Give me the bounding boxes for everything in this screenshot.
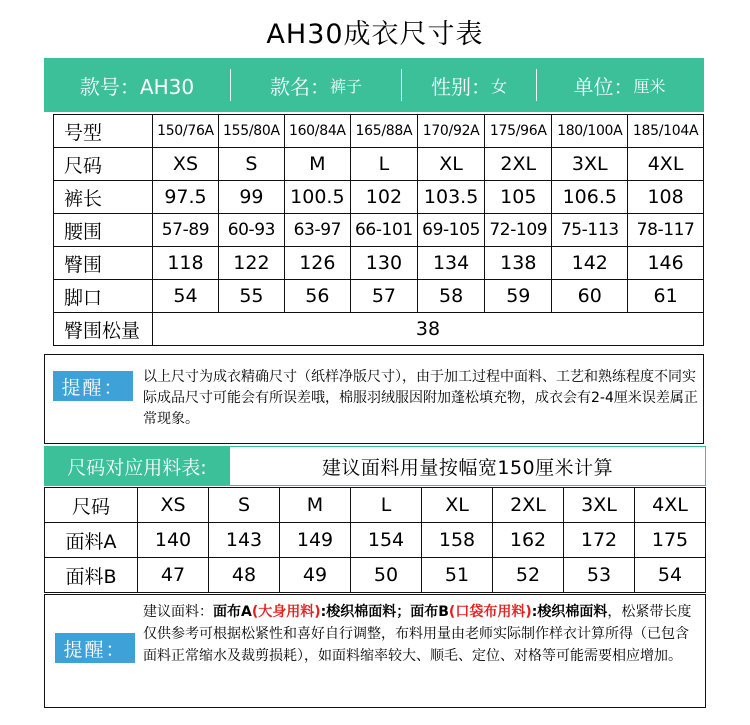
style-number: 款号：AH30 bbox=[79, 74, 195, 99]
table-cell: 175 bbox=[635, 523, 706, 558]
table-cell: 103.5 bbox=[418, 181, 485, 214]
table-cell: 78-117 bbox=[628, 214, 704, 247]
size-header-cell: 3XL bbox=[564, 488, 635, 523]
gender: 性别： 女 bbox=[430, 74, 507, 99]
table-cell: 142 bbox=[552, 247, 628, 280]
reminder-badge: 提醒： bbox=[55, 633, 135, 663]
table-cell: 126 bbox=[284, 247, 350, 280]
row-label: 裤长 bbox=[54, 181, 153, 214]
table-cell: 105 bbox=[485, 181, 552, 214]
row-label: 尺码 bbox=[54, 148, 153, 181]
table-cell: 52 bbox=[493, 558, 564, 593]
table-cell: 180/100A bbox=[552, 115, 628, 148]
table-row bbox=[54, 214, 704, 247]
table-cell: S bbox=[218, 148, 284, 181]
table-row bbox=[54, 280, 704, 313]
fabric-width-note: 建议面料用量按幅宽150厘米计算 bbox=[230, 446, 706, 486]
table-cell: 143 bbox=[209, 523, 280, 558]
table-cell: 60-93 bbox=[218, 214, 284, 247]
table-cell: 3XL bbox=[552, 148, 628, 181]
table-cell: 149 bbox=[280, 523, 351, 558]
reminder-text: 以上尺寸为成衣精确尺寸（纸样净版尺寸），由于加工过程中面料、工艺和熟练程度不同实际成品尺寸可能会有所误差哦，棉服羽绒服因附加蓬松填充物，成衣会有2-4厘米误差属正常现象。 bbox=[143, 369, 698, 427]
table-cell: XS bbox=[153, 148, 219, 181]
table-cell: 60 bbox=[552, 280, 628, 313]
table-cell: 102 bbox=[350, 181, 417, 214]
table-cell: XL bbox=[418, 148, 485, 181]
table-cell: 134 bbox=[418, 247, 485, 280]
row-label: 臀围松量 bbox=[54, 313, 153, 346]
table-row bbox=[54, 247, 704, 280]
table-row bbox=[54, 313, 704, 346]
fabric-header bbox=[44, 446, 706, 486]
table-cell: 99 bbox=[218, 181, 284, 214]
row-label: 臀围 bbox=[54, 247, 153, 280]
row-label: 面料A bbox=[45, 523, 138, 558]
size-header-cell: S bbox=[209, 488, 280, 523]
table-cell: 2XL bbox=[485, 148, 552, 181]
size-header-cell: M bbox=[280, 488, 351, 523]
table-cell: M bbox=[284, 148, 350, 181]
reminder-badge: 提醒： bbox=[53, 371, 133, 401]
table-row bbox=[45, 558, 706, 593]
table-cell: 172 bbox=[564, 523, 635, 558]
table-cell: 50 bbox=[351, 558, 422, 593]
table-cell: 140 bbox=[138, 523, 209, 558]
table-cell: 54 bbox=[635, 558, 706, 593]
fabric-reminder-box bbox=[44, 594, 706, 708]
fabric-table bbox=[44, 487, 706, 593]
table-cell: 162 bbox=[493, 523, 564, 558]
table-cell: 54 bbox=[153, 280, 219, 313]
row-label: 腰围 bbox=[54, 214, 153, 247]
product-info-bar bbox=[44, 58, 704, 112]
table-cell: 130 bbox=[350, 247, 417, 280]
table-cell: 138 bbox=[485, 247, 552, 280]
table-cell: 175/96A bbox=[485, 115, 552, 148]
table-cell: 48 bbox=[209, 558, 280, 593]
table-cell: 72-109 bbox=[485, 214, 552, 247]
table-cell: 63-97 bbox=[284, 214, 350, 247]
row-label: 号型 bbox=[54, 115, 153, 148]
table-cell: 57 bbox=[350, 280, 417, 313]
reminder-box bbox=[44, 354, 704, 444]
table-cell: 160/84A bbox=[284, 115, 350, 148]
table-cell: 4XL bbox=[628, 148, 704, 181]
page-title: AH30成衣尺寸表 bbox=[266, 19, 484, 50]
table-cell: 57-89 bbox=[153, 214, 219, 247]
table-cell: 53 bbox=[564, 558, 635, 593]
table-cell: 55 bbox=[218, 280, 284, 313]
table-cell: 155/80A bbox=[218, 115, 284, 148]
row-label: 尺码 bbox=[45, 488, 138, 523]
table-cell: 150/76A bbox=[153, 115, 219, 148]
table-cell: 97.5 bbox=[153, 181, 219, 214]
table-cell: 51 bbox=[422, 558, 493, 593]
size-header-cell: L bbox=[351, 488, 422, 523]
table-cell: 146 bbox=[628, 247, 704, 280]
ease-value: 38 bbox=[153, 313, 704, 346]
table-cell: 66-101 bbox=[350, 214, 417, 247]
table-cell: 106.5 bbox=[552, 181, 628, 214]
table-cell: 58 bbox=[418, 280, 485, 313]
table-row bbox=[54, 115, 704, 148]
table-cell: 170/92A bbox=[418, 115, 485, 148]
table-cell: 100.5 bbox=[284, 181, 350, 214]
table-cell: 118 bbox=[153, 247, 219, 280]
unit: 单位： 厘米 bbox=[573, 74, 666, 99]
table-row bbox=[45, 523, 706, 558]
table-cell: 165/88A bbox=[350, 115, 417, 148]
table-cell: 154 bbox=[351, 523, 422, 558]
table-cell: 122 bbox=[218, 247, 284, 280]
table-cell: 158 bbox=[422, 523, 493, 558]
table-cell: 47 bbox=[138, 558, 209, 593]
table-cell: 56 bbox=[284, 280, 350, 313]
table-header-row bbox=[45, 488, 706, 523]
size-header-cell: XL bbox=[422, 488, 493, 523]
size-header-cell: 4XL bbox=[635, 488, 706, 523]
table-cell: 49 bbox=[280, 558, 351, 593]
table-cell: 185/104A bbox=[628, 115, 704, 148]
fabric-reminder-text: 建议面料：面布A(大身用料):梭织棉面料；面布B(口袋布用料):梭织棉面料，松紧带长度仅供参考可根据松紧性和喜好自行调整，布料用量由老师实际制作样衣计算所得（已包含面料正常缩水及裁剪损耗），如面料缩率较大、顺毛、定位、对格等可能需要相应增加。 bbox=[143, 604, 692, 664]
table-cell: L bbox=[350, 148, 417, 181]
size-header-cell: XS bbox=[138, 488, 209, 523]
product-name: 款名： 裤子 bbox=[269, 74, 362, 99]
table-cell: 59 bbox=[485, 280, 552, 313]
table-cell: 61 bbox=[628, 280, 704, 313]
table-row bbox=[54, 148, 704, 181]
table-cell: 69-105 bbox=[418, 214, 485, 247]
table-row bbox=[54, 181, 704, 214]
fabric-table-label: 尺码对应用料表: bbox=[44, 446, 230, 486]
size-header-cell: 2XL bbox=[493, 488, 564, 523]
table-cell: 75-113 bbox=[552, 214, 628, 247]
row-label: 脚口 bbox=[54, 280, 153, 313]
table-cell: 108 bbox=[628, 181, 704, 214]
row-label: 面料B bbox=[45, 558, 138, 593]
size-table bbox=[53, 114, 704, 346]
